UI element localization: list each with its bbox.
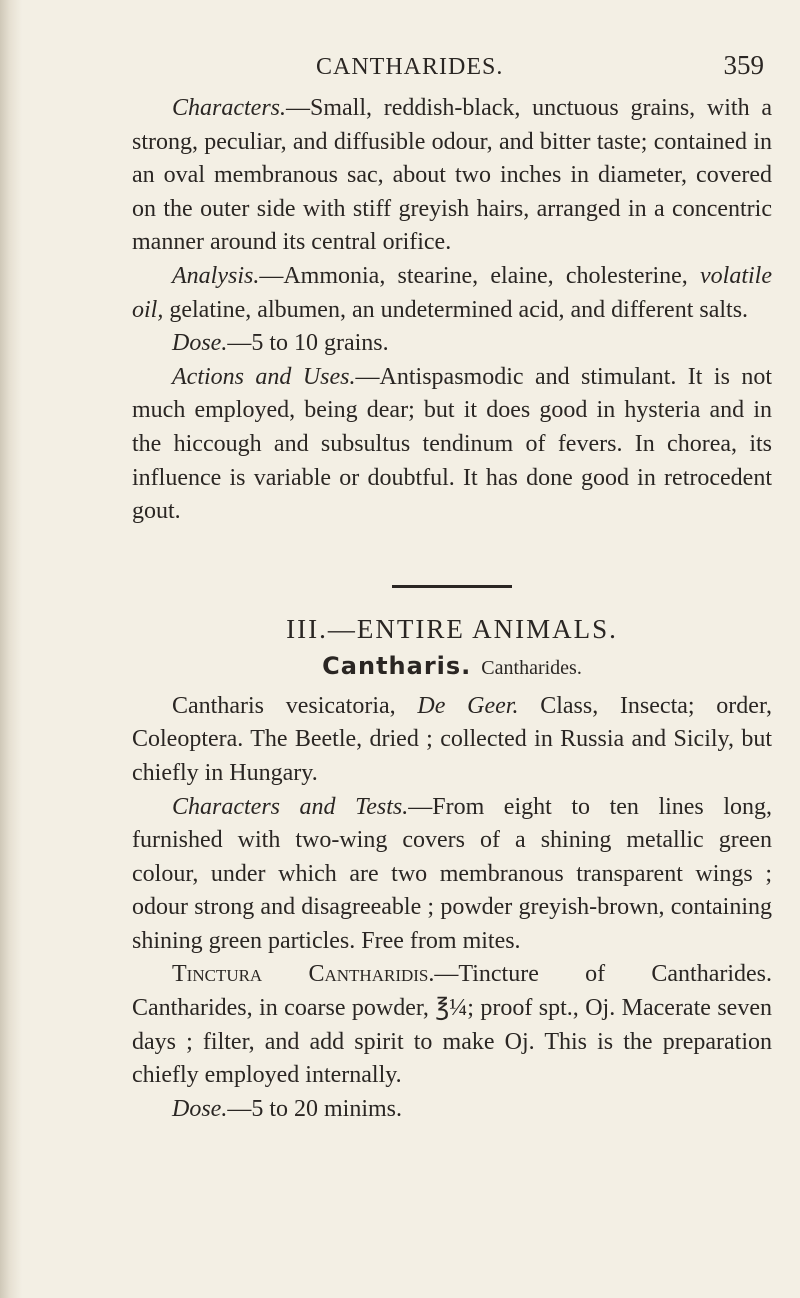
dose-paragraph — [132, 327, 772, 361]
cantharis-dose-label: Dose. — [172, 1095, 228, 1122]
section-heading: III.—ENTIRE ANIMALS. — [286, 613, 618, 644]
analysis-text-a: —Ammonia, stearine, elaine, cholesterine, — [259, 262, 701, 289]
section-divider — [392, 585, 512, 588]
tinctura-text: —Tincture of Cantharides. Cantharides, in coarse powder, ℥¼; proof spt., Oj. Macerate seven days ; filter, and add spirit to make Oj. This is the preparation chiefly employed internally. — [132, 961, 773, 1089]
characters-tests-paragraph — [132, 791, 772, 959]
characters-tests-label: Characters and Tests. — [172, 793, 409, 820]
running-title: CANTHARIDES. — [316, 54, 504, 80]
page-number: 359 — [723, 50, 764, 80]
actions-label: Actions and Uses. — [172, 363, 356, 390]
cantharis-heading — [132, 648, 772, 688]
page-edge-shadow — [0, 0, 22, 1298]
analysis-text-b: gelatine, albumen, an undetermined acid, and different salts. — [163, 296, 749, 323]
analysis-italic: volatile oil, — [132, 262, 772, 323]
cantharis-dose-paragraph — [132, 1093, 772, 1127]
actions-text: —Antispasmodic and stimulant. It is not much employed, being dear; but it does good in hysteria and in the hiccough and subsultus tendinum of fevers. In chorea, its influence is variable or doubtful. It has done good in retrocedent gout. — [132, 363, 773, 525]
tinctura-paragraph — [132, 958, 772, 1092]
characters-text: —Small, reddish-black, unctuous grains, with a strong, peculiar, and diffusible odour, and bitter taste; contained in an oval membranous sac, about two inches in diameter, covered on the outer side with stiff greyish hairs, arranged in a concentric manner around its central orifice. — [132, 95, 772, 256]
characters-paragraph — [132, 92, 772, 260]
intro-italic: De Geer. — [417, 692, 519, 719]
analysis-paragraph — [132, 260, 772, 327]
cantharis-dose-text: —5 to 20 minims. — [227, 1095, 403, 1122]
intro-text-b: Class, Insecta; order, Coleoptera. The Beetle, dried ; collected in Russia and Sicily, but chiefly in Hungary. — [132, 692, 772, 786]
tinctura-label: Tinctura Cantharidis. — [172, 961, 435, 988]
dose-label: Dose. — [172, 330, 228, 357]
intro-text-a: Cantharis vesicatoria, — [172, 692, 418, 719]
cantharis-intro-paragraph — [132, 690, 772, 791]
running-head — [132, 44, 772, 92]
cantharis-heading-main: Cantharis. — [322, 651, 472, 680]
book-page — [132, 44, 772, 1126]
characters-label: Characters. — [172, 95, 286, 121]
cantharis-heading-latin: Cantharides. — [481, 656, 582, 679]
dose-text: —5 to 10 grains. — [227, 330, 389, 357]
characters-tests-text: —From eight to ten lines long, furnished with two-wing covers of a shining metallic green colour, under which are two membranous transparent wings ; odour strong and disagreeable ; powder greyish-brown, containing shining green particles. Free from mites. — [132, 793, 772, 954]
analysis-label: Analysis. — [172, 262, 260, 289]
actions-paragraph — [132, 361, 772, 529]
